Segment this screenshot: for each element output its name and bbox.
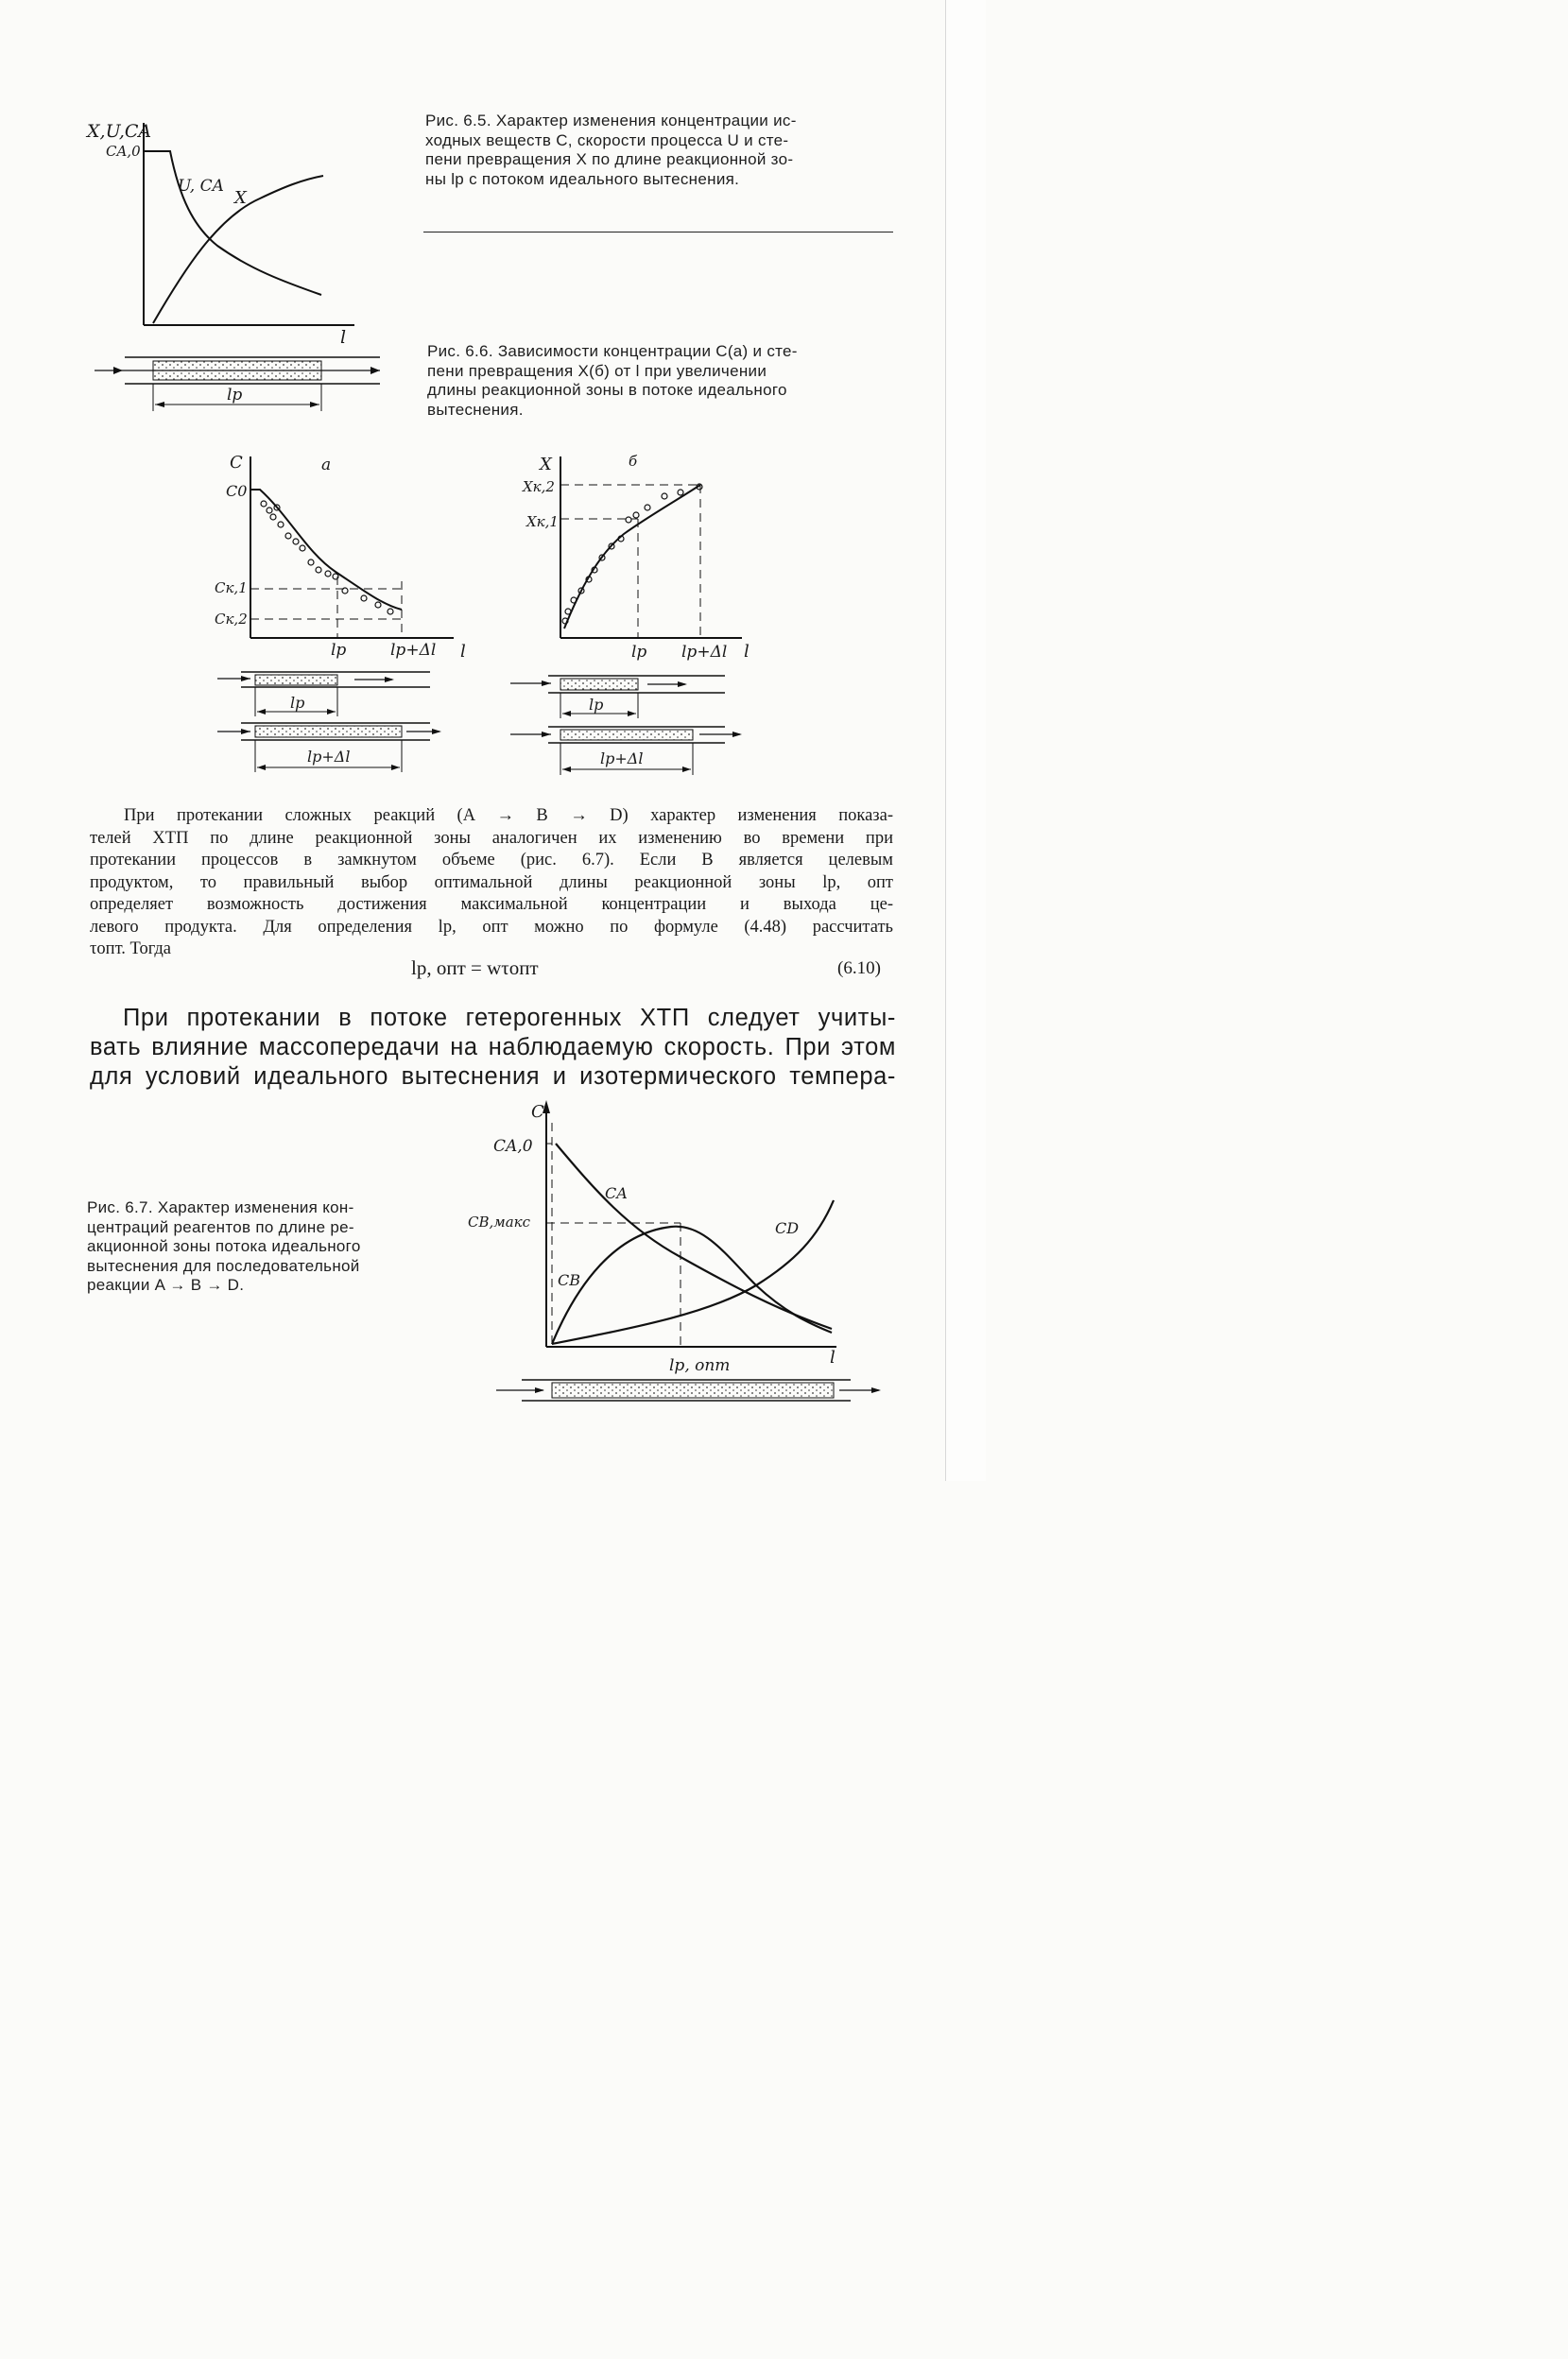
caption-fig-6-5: [425, 112, 896, 189]
curve-c: [250, 490, 402, 610]
dim-lp-dl: lр+Δl: [600, 749, 644, 767]
y-axis-label: C: [531, 1102, 544, 1122]
x-axis-label: l: [830, 1348, 836, 1368]
caption-fig-6-7: [87, 1198, 427, 1296]
tick-lp-dl: lр+Δl: [390, 641, 437, 660]
text-line: При протекании сложных реакций (A → B → D) характер изменения показа-: [124, 806, 893, 825]
caption-fig-6-6: [427, 342, 898, 420]
caption-line: пени превращения X по длине реакционной зо-: [425, 150, 794, 168]
paragraph-1: [90, 805, 893, 961]
dim-lp-dl: lр+Δl: [307, 748, 351, 766]
text-line: телей ХТП по длине реакционной зоны аналогичен их изменению во времени при: [90, 828, 893, 848]
y-axis-label: X: [540, 455, 552, 474]
caption-line: акционной зоны потока идеального: [87, 1237, 361, 1255]
text-line: продуктом, то правильный выбор оптимальной длины реакционной зоны lр, опт: [90, 872, 893, 892]
caption-line: Рис. 6.7. Характер изменения кон-: [87, 1198, 354, 1216]
caption-line: центраций реагентов по длине ре-: [87, 1217, 354, 1236]
tick-lp: lр: [331, 641, 347, 660]
tick-c0: C0: [226, 482, 248, 500]
text-line: для условий идеального вытеснения и изотермического темпера-: [90, 1063, 896, 1090]
tick-ck2: Cк,2: [215, 611, 248, 628]
curve-u-ca: [144, 151, 321, 295]
caption-line: ны lр с потоком идеального вытеснения.: [425, 169, 740, 188]
dim-lp: lр: [290, 694, 305, 712]
text-line: τопт. Тогда: [90, 939, 171, 958]
reaction-zone: [552, 1383, 834, 1398]
panel-letter: a: [321, 456, 332, 474]
tick-xk2: Xк,2: [523, 478, 555, 495]
arrow-out-head: [370, 367, 380, 374]
paragraph-2: [90, 1004, 896, 1092]
dim-label: lр: [227, 386, 243, 405]
figure-6-7: [463, 1096, 893, 1408]
figure-6-6-a: [213, 449, 482, 780]
tick-cb-max: CB,макс: [468, 1214, 531, 1231]
curve-label-ca: CA: [605, 1184, 628, 1202]
tick-lp-opt: lр, опт: [669, 1356, 731, 1375]
caption-line: длины реакционной зоны в потоке идеального: [427, 381, 787, 399]
text-line: определяет возможность достижения максимальной концентрации и выхода це-: [90, 895, 893, 914]
caption-line: Рис. 6.6. Зависимости концентрации C(a) и сте-: [427, 342, 798, 360]
dim-lp: lр: [589, 696, 604, 714]
y-tick-label: CA,0: [106, 143, 141, 160]
tick-ca0: CA,0: [493, 1137, 533, 1156]
curve-label-x: X: [234, 188, 247, 208]
tick-lp: lр: [631, 643, 647, 662]
text-line: При протекании в потоке гетерогенных ХТП следует учиты-: [123, 1005, 896, 1031]
curve-label-cb: CB: [558, 1271, 580, 1289]
reaction-zone-short: [255, 675, 337, 685]
tick-ck1: Cк,1: [215, 579, 248, 596]
reaction-zone: [153, 361, 321, 380]
x-axis-label: l: [460, 642, 466, 662]
caption-line: Рис. 6.5. Характер изменения концентрации ис-: [425, 112, 797, 129]
x-axis-label: l: [744, 642, 750, 662]
reaction-zone-short: [560, 679, 638, 690]
text-line: вать влияние массопередачи на наблюдаемую скорость. При этом: [90, 1034, 896, 1060]
curve-label-cd: CD: [775, 1219, 800, 1237]
reaction-zone-long: [560, 730, 693, 740]
caption-line: реакции A → B → D.: [87, 1276, 245, 1294]
tick-xk1: Xк,1: [526, 513, 559, 530]
curve-label-u-ca: U, CA: [178, 177, 224, 196]
figure-6-6-b: [506, 449, 775, 780]
curve-x: [564, 485, 700, 628]
y-axis-label: X,U,CA: [87, 121, 152, 142]
page-edge: [945, 0, 986, 1481]
arrow-in-head: [113, 367, 123, 374]
panel-letter: б: [629, 453, 638, 470]
text-line: протекании процессов в замкнутом объеме (рис. 6.7). Если B является целевым: [90, 851, 893, 870]
data-points: [562, 484, 702, 624]
text-line: левого продукта. Для определения lр, опт можно по формуле (4.48) рассчитать: [90, 917, 893, 937]
caption-line: пени превращения X(б) от l при увеличении: [427, 361, 767, 380]
formula-number: (6.10): [837, 958, 881, 978]
reaction-zone-long: [255, 726, 402, 737]
x-axis-label: l: [340, 327, 347, 348]
tick-lp-dl: lр+Δl: [681, 643, 728, 662]
caption-line: ходных веществ C, скорости процесса U и сте-: [425, 130, 789, 149]
figure-6-5: [85, 113, 397, 416]
curve-cb: [552, 1227, 832, 1344]
y-axis-label: C: [230, 453, 243, 473]
caption-line: вытеснения.: [427, 400, 524, 419]
caption-line: вытеснения для последовательной: [87, 1256, 360, 1275]
formula: lр, опт = wτопт: [411, 956, 539, 979]
